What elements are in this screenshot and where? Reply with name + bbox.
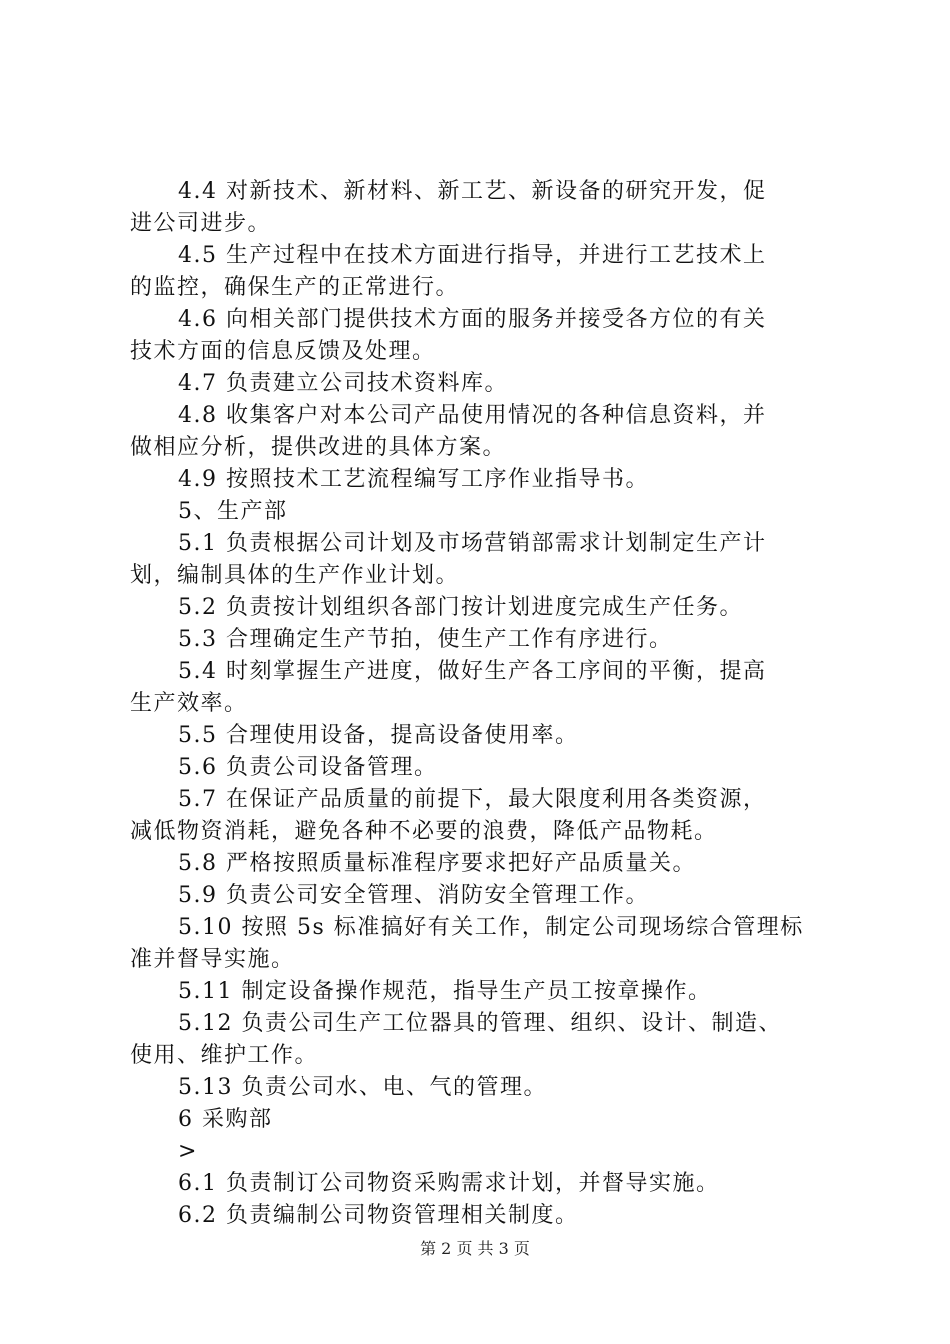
paragraph-continuation-line: 技术方面的信息反馈及处理。	[130, 339, 436, 364]
paragraph-line: 4.7 负责建立公司技术资料库。	[178, 371, 508, 396]
paragraph-line: 4.4 对新技术、新材料、新工艺、新设备的研究开发，促	[178, 179, 767, 204]
paragraph-continuation-line: 减低物资消耗，避免各种不必要的浪费，降低产品物耗。	[130, 819, 718, 844]
paragraph-line: 5.5 合理使用设备，提高设备使用率。	[178, 723, 579, 748]
paragraph-line: 5.8 严格按照质量标准程序要求把好产品质量关。	[178, 851, 696, 876]
paragraph-line: 5.11 制定设备操作规范，指导生产员工按章操作。	[178, 979, 712, 1004]
paragraph-line: 5.12 负责公司生产工位器具的管理、组织、设计、制造、	[178, 1011, 782, 1036]
paragraph-line: 6 采购部	[178, 1107, 273, 1132]
page-footer: 第 2 页 共 3 页	[420, 1239, 530, 1258]
paragraph-line: 4.5 生产过程中在技术方面进行指导，并进行工艺技术上	[178, 243, 767, 268]
paragraph-line: 5.9 负责公司安全管理、消防安全管理工作。	[178, 883, 649, 908]
paragraph-continuation-line: 划，编制具体的生产作业计划。	[130, 563, 460, 588]
paragraph-continuation-line: 生产效率。	[130, 691, 248, 716]
paragraph-continuation-line: 准并督导实施。	[130, 947, 295, 972]
paragraph-line: 5.13 负责公司水、电、气的管理。	[178, 1075, 547, 1100]
paragraph-line: 5.6 负责公司设备管理。	[178, 755, 438, 780]
paragraph-line: 5.7 在保证产品质量的前提下，最大限度利用各类资源，	[178, 787, 767, 812]
paragraph-line: 5.10 按照 5s 标准搞好有关工作，制定公司现场综合管理标	[178, 915, 804, 940]
document-body	[130, 176, 830, 1232]
paragraph-continuation-line: 进公司进步。	[130, 211, 272, 236]
paragraph-line: >	[178, 1139, 198, 1164]
paragraph-line: 4.8 收集客户对本公司产品使用情况的各种信息资料，并	[178, 403, 767, 428]
paragraph-line: 6.1 负责制订公司物资采购需求计划，并督导实施。	[178, 1171, 720, 1196]
paragraph-continuation-line: 的监控，确保生产的正常进行。	[130, 275, 460, 300]
paragraph-line: 5.2 负责按计划组织各部门按计划进度完成生产任务。	[178, 595, 743, 620]
paragraph-line: 4.9 按照技术工艺流程编写工序作业指导书。	[178, 467, 649, 492]
paragraph-line: 5、生产部	[178, 499, 288, 524]
paragraph-line: 5.4 时刻掌握生产进度，做好生产各工序间的平衡，提高	[178, 659, 767, 684]
paragraph-line: 4.6 向相关部门提供技术方面的服务并接受各方位的有关	[178, 307, 767, 332]
paragraph-line: 5.3 合理确定生产节拍，使生产工作有序进行。	[178, 627, 673, 652]
paragraph-continuation-line: 使用、维护工作。	[130, 1043, 319, 1068]
paragraph-line: 6.2 负责编制公司物资管理相关制度。	[178, 1203, 579, 1228]
paragraph-continuation-line: 做相应分析，提供改进的具体方案。	[130, 435, 507, 460]
paragraph-line: 5.1 负责根据公司计划及市场营销部需求计划制定生产计	[178, 531, 767, 556]
